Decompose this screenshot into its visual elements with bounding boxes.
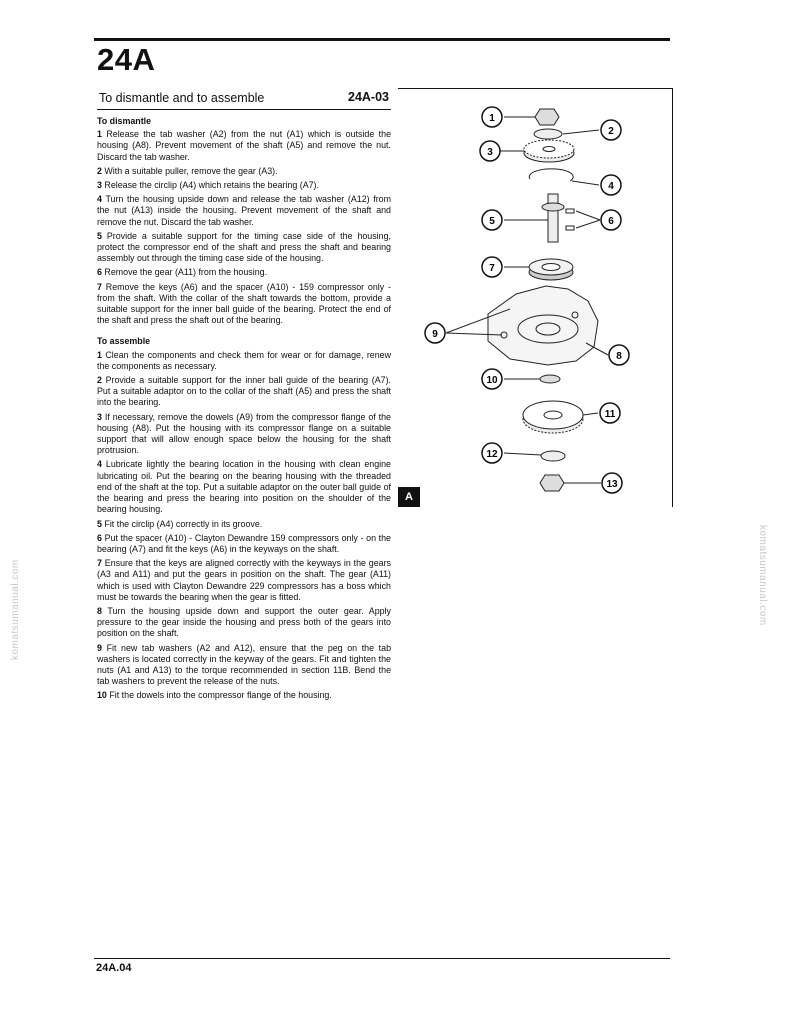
callout-1-label: 1 xyxy=(489,113,495,124)
assemble-step xyxy=(97,412,391,457)
step-number: 8 xyxy=(97,605,102,616)
step-number: 5 xyxy=(97,230,102,241)
step-text: Remove the gear (A11) from the housing. xyxy=(104,267,268,278)
dismantle-steps xyxy=(97,129,391,326)
dismantle-step xyxy=(97,129,391,163)
assemble-step xyxy=(97,519,391,530)
callout-5-label: 5 xyxy=(489,216,495,227)
assemble-step xyxy=(97,533,391,555)
housing-part xyxy=(488,286,598,365)
step-number: 1 xyxy=(97,129,102,140)
page-number: 24A.04 xyxy=(96,962,132,974)
instructions-column xyxy=(97,116,391,705)
step-number: 4 xyxy=(97,194,102,205)
assemble-step xyxy=(97,558,391,603)
dismantle-step xyxy=(97,166,391,177)
step-number: 2 xyxy=(97,165,102,176)
chapter-number: 24A xyxy=(97,42,156,77)
step-text: Provide a suitable support for the timing case side of the housing, protect the compressor end of the shaft and press the shaft and bearing assembly out through the timing case side of the housing. xyxy=(97,230,391,264)
watermark-left: komatsumanual.com xyxy=(10,559,21,660)
step-text: Ensure that the keys are aligned correctly with the keyways in the gears (A3 and A11) and put the gears in position on the shaft. The gear (A11) which is used with Clayton Dewandre 229 compressors has a boss which must be towards the bearing when the gear is fitted. xyxy=(97,558,391,602)
exploded-view-figure xyxy=(398,88,673,507)
spacer-part xyxy=(540,375,560,383)
step-text: Clean the components and check them for wear or for damage, renew the components as necessary. xyxy=(97,349,392,371)
assemble-steps xyxy=(97,350,391,702)
exploded-view-drawing xyxy=(398,89,672,507)
assemble-step xyxy=(97,606,391,640)
assemble-heading: To assemble xyxy=(97,336,151,347)
callout-2-label: 2 xyxy=(608,126,614,137)
callout-4-label: 4 xyxy=(608,181,614,192)
section-code: 24A-03 xyxy=(348,90,389,104)
step-number: 2 xyxy=(97,375,102,386)
assemble-step xyxy=(97,375,391,409)
callout-8-label: 8 xyxy=(616,351,622,362)
assemble-step xyxy=(97,643,391,688)
callout-6-label: 6 xyxy=(608,216,614,227)
dismantle-step xyxy=(97,180,391,191)
circlip-part xyxy=(529,169,573,181)
step-text: With a suitable puller, remove the gear (A3). xyxy=(104,165,278,176)
top-rule xyxy=(94,38,670,41)
step-number: 4 xyxy=(97,459,102,470)
bottom-rule xyxy=(94,958,670,959)
step-text: Fit the circlip (A4) correctly in its groove. xyxy=(104,518,263,529)
section-header xyxy=(97,89,391,110)
step-number: 7 xyxy=(97,281,102,292)
step-number: 7 xyxy=(97,558,102,569)
step-number: 6 xyxy=(97,267,102,278)
callout-7-label: 7 xyxy=(489,263,495,274)
assemble-step xyxy=(97,459,391,515)
dismantle-heading: To dismantle xyxy=(97,116,152,126)
nut-part xyxy=(535,109,559,125)
assemble-step xyxy=(97,350,391,372)
step-text: Release the tab washer (A2) from the nut (A1) which is outside the housing (A8). Prevent movement of the shaft (A5) and remove the nut. Discard the tab washer. xyxy=(97,129,391,162)
step-number: 3 xyxy=(97,411,102,422)
callout-11-label: 11 xyxy=(604,409,616,420)
assemble-step xyxy=(97,690,391,701)
dismantle-step xyxy=(97,231,391,265)
section-title: To dismantle and to assemble xyxy=(99,91,265,105)
step-text: Remove the keys (A6) and the spacer (A10) - 159 compressor only - from the shaft. With the collar of the shaft towards the bottom, provide a suitable support for the inner ball guide of the bearing. Protect the end of the shaft and press the shaft out of the bearing. xyxy=(97,281,391,326)
step-number: 9 xyxy=(97,642,102,653)
step-text: Release the circlip (A4) which retains the bearing (A7). xyxy=(104,180,319,191)
callout-13-label: 13 xyxy=(606,479,618,490)
step-number: 10 xyxy=(97,690,107,701)
callout-3-label: 3 xyxy=(487,147,493,158)
step-number: 5 xyxy=(97,518,102,529)
step-text: Fit new tab washers (A2 and A12), ensure that the peg on the tab washers is located correctly in the keyway of the gears. Fit and tighten the nuts (A1 and A13) to the torque recommended in section 11B. Bend the tab washers to prevent the release of the nuts. xyxy=(97,642,391,687)
dismantle-step xyxy=(97,282,391,327)
shaft-part xyxy=(548,194,558,242)
step-text: Put the spacer (A10) - Clayton Dewandre 159 compressors only - on the bearing (A7) and fit the keys (A6) in the keyways on the shaft. xyxy=(97,532,391,554)
callout-9-label: 9 xyxy=(432,329,438,340)
callout-12-label: 12 xyxy=(486,449,498,460)
callout-10-label: 10 xyxy=(486,375,498,386)
step-text: Turn the housing upside down and support the outer gear. Apply pressure to the gear inside the housing and press both of the gears into position on the shaft. xyxy=(97,605,391,639)
dismantle-step xyxy=(97,267,391,278)
step-number: 6 xyxy=(97,532,102,543)
step-text: Lubricate lightly the bearing location in the housing with clean engine lubricating oil. Put the bearing on the bearing housing with the threaded end of the shaft at the top. Put a suitable adaptor on the outer ball guide of the bearing and press the bearing into position on the shoulder of the bearing housing. xyxy=(97,459,391,515)
step-text: Turn the housing upside down and release the tab washer (A12) from the nut (A13) inside the housing. Prevent movement of the shaft and remove the nut. Discard the tab washer. xyxy=(97,194,391,227)
tab-washer-part xyxy=(534,129,562,139)
step-text: If necessary, remove the dowels (A9) from the compressor flange of the housing (A8). Put the housing with its compressor flange on a suitable support that will allow enough space below the housing for the shaft protrusion. xyxy=(97,411,391,456)
step-number: 3 xyxy=(97,180,102,191)
step-number: 1 xyxy=(97,349,102,360)
watermark-right: komatsumanual.com xyxy=(757,525,768,626)
step-text: Fit the dowels into the compressor flange of the housing. xyxy=(109,690,332,701)
dismantle-step xyxy=(97,194,391,228)
figure-label: A xyxy=(398,487,420,507)
step-text: Provide a suitable support for the inner ball guide of the bearing (A7). Put a suitable adaptor on to the collar of the shaft (A5) and press the shaft into the bearing. xyxy=(97,375,391,408)
